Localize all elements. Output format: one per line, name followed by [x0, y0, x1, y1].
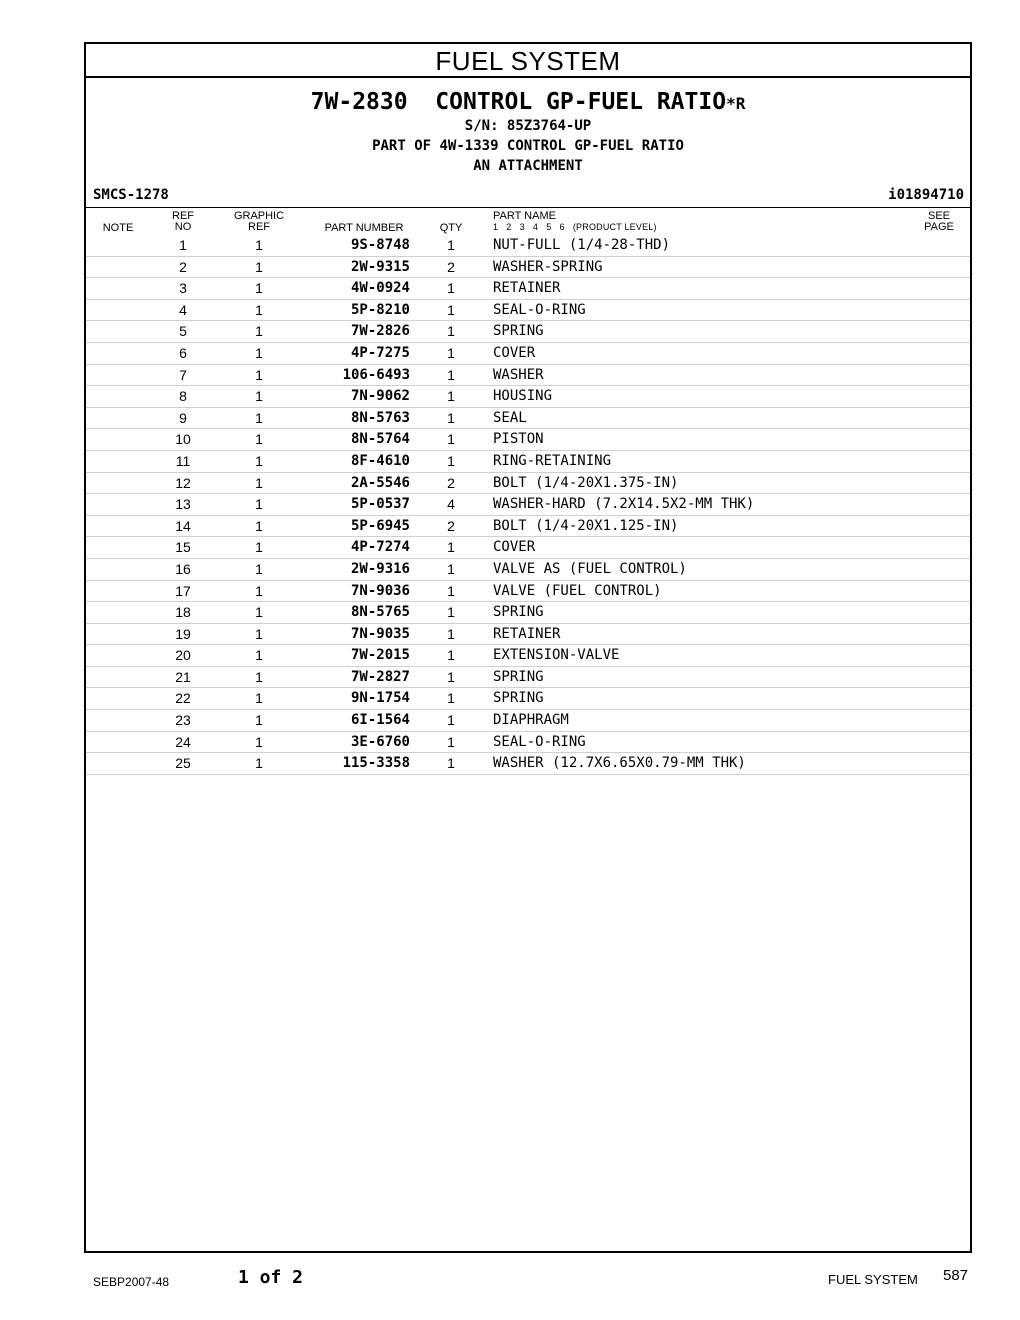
graphic-ref-cell: 1 [255, 517, 263, 534]
part-number-cell: 6I-1564 [350, 712, 410, 729]
part-number-cell: 8N-5764 [350, 431, 410, 448]
ref-number-cell: 2 [179, 258, 187, 275]
table-row [86, 710, 970, 732]
qty-cell: 1 [447, 582, 455, 599]
part-name-cell: RETAINER [493, 625, 561, 642]
graphic-ref-cell: 1 [255, 431, 263, 448]
column-header-graphic-top: GRAPHIC [233, 210, 285, 222]
part-number-cell: 2A-5546 [350, 474, 410, 491]
part-name-cell: NUT-FULL (1/4-28-THD) [493, 237, 671, 253]
ref-number-cell: 14 [175, 517, 191, 534]
part-name-cell: SPRING [493, 690, 544, 707]
table-row [86, 516, 970, 538]
part-number-cell: 4P-7275 [350, 344, 410, 361]
part-number-cell: 8F-4610 [350, 452, 410, 469]
qty-cell: 1 [447, 366, 455, 383]
ref-number-cell: 20 [175, 647, 191, 664]
table-row [86, 300, 970, 322]
table-row [86, 321, 970, 343]
ref-number-cell: 16 [175, 560, 191, 577]
graphic-ref-cell: 1 [255, 323, 263, 340]
graphic-ref-cell: 1 [255, 755, 263, 772]
part-number-cell: 4P-7274 [350, 539, 410, 556]
ref-number-cell: 13 [175, 496, 191, 513]
table-row [86, 473, 970, 495]
part-number-cell: 7W-2827 [350, 668, 410, 685]
qty-cell: 1 [447, 323, 455, 340]
table-row [86, 667, 970, 689]
table-row [86, 257, 970, 279]
ref-number-cell: 11 [175, 452, 191, 469]
qty-cell: 1 [447, 301, 455, 318]
part-name-cell: RETAINER [493, 280, 561, 297]
part-name-cell: DIAPHRAGM [493, 712, 569, 729]
column-header-part-name-label: PART NAME [493, 210, 556, 222]
graphic-ref-cell: 1 [255, 474, 263, 491]
part-name-cell: VALVE (FUEL CONTROL) [493, 582, 662, 599]
table-row [86, 278, 970, 300]
ref-number-cell: 18 [175, 604, 191, 621]
part-name-cell: COVER [493, 344, 536, 361]
part-number-cell: 7N-9035 [350, 625, 410, 642]
part-number-cell: 4W-0924 [350, 280, 410, 297]
part-number-cell: 5P-6945 [350, 517, 410, 534]
graphic-ref-cell: 1 [255, 344, 263, 361]
graphic-ref-cell: 1 [255, 237, 263, 253]
column-header-graphic-ref [226, 211, 292, 233]
qty-cell: 1 [447, 668, 455, 685]
column-header-part-number: PART NUMBER [324, 222, 404, 234]
part-name-cell: SEAL [493, 409, 527, 426]
graphic-ref-cell: 1 [255, 625, 263, 642]
ref-number-cell: 25 [175, 755, 191, 772]
qty-cell: 1 [447, 539, 455, 556]
part-name-cell: WASHER-HARD (7.2X14.5X2-MM THK) [493, 496, 755, 513]
qty-cell: 1 [447, 625, 455, 642]
part-number-cell: 8N-5765 [350, 604, 410, 621]
qty-cell: 1 [447, 388, 455, 405]
column-header-see-bottom: PAGE [924, 221, 954, 233]
part-name-cell: SPRING [493, 323, 544, 340]
ref-number-cell: 21 [175, 668, 191, 685]
page-of-count: 1 of 2 [238, 1267, 304, 1288]
ref-number-cell: 12 [175, 474, 191, 491]
ref-number-cell: 4 [179, 301, 187, 318]
qty-cell: 2 [447, 517, 455, 534]
column-header-see-page [916, 211, 962, 233]
ref-number-cell: 1 [179, 237, 187, 253]
column-header-part-name [493, 211, 753, 233]
qty-cell: 2 [447, 474, 455, 491]
part-number-cell: 3E-6760 [350, 733, 410, 750]
ref-number-cell: 5 [179, 323, 187, 340]
table-row [86, 451, 970, 473]
ref-number-cell: 15 [175, 539, 191, 556]
part-number-cell: 7W-2826 [350, 323, 410, 340]
table-row [86, 408, 970, 430]
part-name-cell: SEAL-O-RING [493, 301, 586, 318]
table-row [86, 581, 970, 603]
parts-table [86, 235, 970, 775]
illustration-id: i01894710 [888, 187, 964, 203]
column-header-note: NOTE [102, 222, 134, 234]
column-header-ref-top: REF [172, 210, 194, 222]
qty-cell: 2 [447, 258, 455, 275]
group-title [86, 88, 970, 118]
page-number: 587 [943, 1267, 969, 1284]
column-header-graphic-bottom: REF [248, 221, 270, 233]
group-title-text: 7W-2830 CONTROL GP-FUEL RATIO [310, 89, 727, 115]
group-title-suffix: *R [726, 94, 746, 113]
graphic-ref-cell: 1 [255, 409, 263, 426]
table-row [86, 386, 970, 408]
ref-number-cell: 23 [175, 712, 191, 729]
part-number-cell: 8N-5763 [350, 409, 410, 426]
part-name-cell: EXTENSION-VALVE [493, 647, 620, 664]
table-row [86, 343, 970, 365]
part-number-cell: 2W-9316 [350, 560, 410, 577]
part-name-cell: HOUSING [493, 388, 553, 405]
graphic-ref-cell: 1 [255, 539, 263, 556]
footer-section-name: FUEL SYSTEM [828, 1272, 918, 1287]
part-name-cell: VALVE AS (FUEL CONTROL) [493, 560, 687, 577]
graphic-ref-cell: 1 [255, 452, 263, 469]
ref-number-cell: 19 [175, 625, 191, 642]
serial-number-range: S/N: 85Z3764-UP [464, 118, 592, 134]
part-name-cell: WASHER-SPRING [493, 258, 603, 275]
table-row [86, 537, 970, 559]
ref-number-cell: 17 [175, 582, 191, 599]
qty-cell: 1 [447, 647, 455, 664]
part-number-cell: 7N-9036 [350, 582, 410, 599]
part-name-cell: SEAL-O-RING [493, 733, 586, 750]
graphic-ref-cell: 1 [255, 647, 263, 664]
part-number-cell: 7W-2015 [350, 647, 410, 664]
part-number-cell: 9N-1754 [350, 690, 410, 707]
table-row [86, 732, 970, 754]
qty-cell: 1 [447, 690, 455, 707]
graphic-ref-cell: 1 [255, 712, 263, 729]
column-header-see-top: SEE [927, 210, 950, 222]
column-header-ref-bottom: NO [174, 221, 192, 233]
qty-cell: 1 [447, 604, 455, 621]
ref-number-cell: 24 [175, 733, 191, 750]
part-name-cell: COVER [493, 539, 536, 556]
graphic-ref-cell: 1 [255, 280, 263, 297]
graphic-ref-cell: 1 [255, 496, 263, 513]
part-number-cell: 2W-9315 [350, 258, 410, 275]
graphic-ref-cell: 1 [255, 582, 263, 599]
graphic-ref-cell: 1 [255, 301, 263, 318]
table-row [86, 365, 970, 387]
column-header-qty: QTY [439, 222, 463, 234]
part-name-cell: WASHER (12.7X6.65X0.79-MM THK) [493, 755, 746, 772]
ref-number-cell: 10 [175, 431, 191, 448]
part-name-cell: BOLT (1/4-20X1.375-IN) [493, 474, 679, 491]
part-number-cell: 5P-0537 [350, 496, 410, 513]
part-name-cell: SPRING [493, 604, 544, 621]
graphic-ref-cell: 1 [255, 560, 263, 577]
graphic-ref-cell: 1 [255, 733, 263, 750]
table-row [86, 645, 970, 667]
table-row [86, 235, 970, 257]
part-number-cell: 106-6493 [342, 366, 410, 383]
header-divider [86, 207, 970, 208]
qty-cell: 1 [447, 431, 455, 448]
qty-cell: 1 [447, 409, 455, 426]
ref-number-cell: 7 [179, 366, 187, 383]
graphic-ref-cell: 1 [255, 690, 263, 707]
graphic-ref-cell: 1 [255, 388, 263, 405]
smcs-code: SMCS-1278 [93, 187, 169, 203]
table-row [86, 624, 970, 646]
graphic-ref-cell: 1 [255, 604, 263, 621]
part-number-cell: 115-3358 [342, 755, 410, 772]
qty-cell: 1 [447, 237, 455, 253]
part-name-cell: RING-RETAINING [493, 452, 612, 469]
column-header-ref-no [166, 211, 200, 233]
part-name-cell: SPRING [493, 668, 544, 685]
attachment-label: AN ATTACHMENT [473, 158, 583, 174]
ref-number-cell: 6 [179, 344, 187, 361]
part-name-cell: PISTON [493, 431, 544, 448]
qty-cell: 4 [447, 496, 455, 513]
qty-cell: 1 [447, 560, 455, 577]
table-row [86, 429, 970, 451]
qty-cell: 1 [447, 733, 455, 750]
qty-cell: 1 [447, 280, 455, 297]
part-name-cell: WASHER [493, 366, 544, 383]
qty-cell: 1 [447, 452, 455, 469]
part-number-cell: 5P-8210 [350, 301, 410, 318]
table-row [86, 559, 970, 581]
parts-page-frame [84, 42, 972, 1253]
section-title: FUEL SYSTEM [86, 44, 970, 78]
table-row [86, 753, 970, 775]
table-row [86, 688, 970, 710]
qty-cell: 1 [447, 755, 455, 772]
graphic-ref-cell: 1 [255, 668, 263, 685]
part-number-cell: 7N-9062 [350, 388, 410, 405]
column-header-product-levels: 1 2 3 4 5 6 (PRODUCT LEVEL) [493, 222, 657, 232]
ref-number-cell: 22 [175, 690, 191, 707]
ref-number-cell: 8 [179, 388, 187, 405]
ref-number-cell: 9 [179, 409, 187, 426]
graphic-ref-cell: 1 [255, 258, 263, 275]
graphic-ref-cell: 1 [255, 366, 263, 383]
part-number-cell: 9S-8748 [350, 237, 410, 253]
parent-assembly: PART OF 4W-1339 CONTROL GP-FUEL RATIO [372, 138, 684, 154]
part-name-cell: BOLT (1/4-20X1.125-IN) [493, 517, 679, 534]
qty-cell: 1 [447, 344, 455, 361]
qty-cell: 1 [447, 712, 455, 729]
table-row [86, 494, 970, 516]
table-row [86, 602, 970, 624]
ref-number-cell: 3 [179, 280, 187, 297]
document-code: SEBP2007-48 [93, 1275, 170, 1289]
